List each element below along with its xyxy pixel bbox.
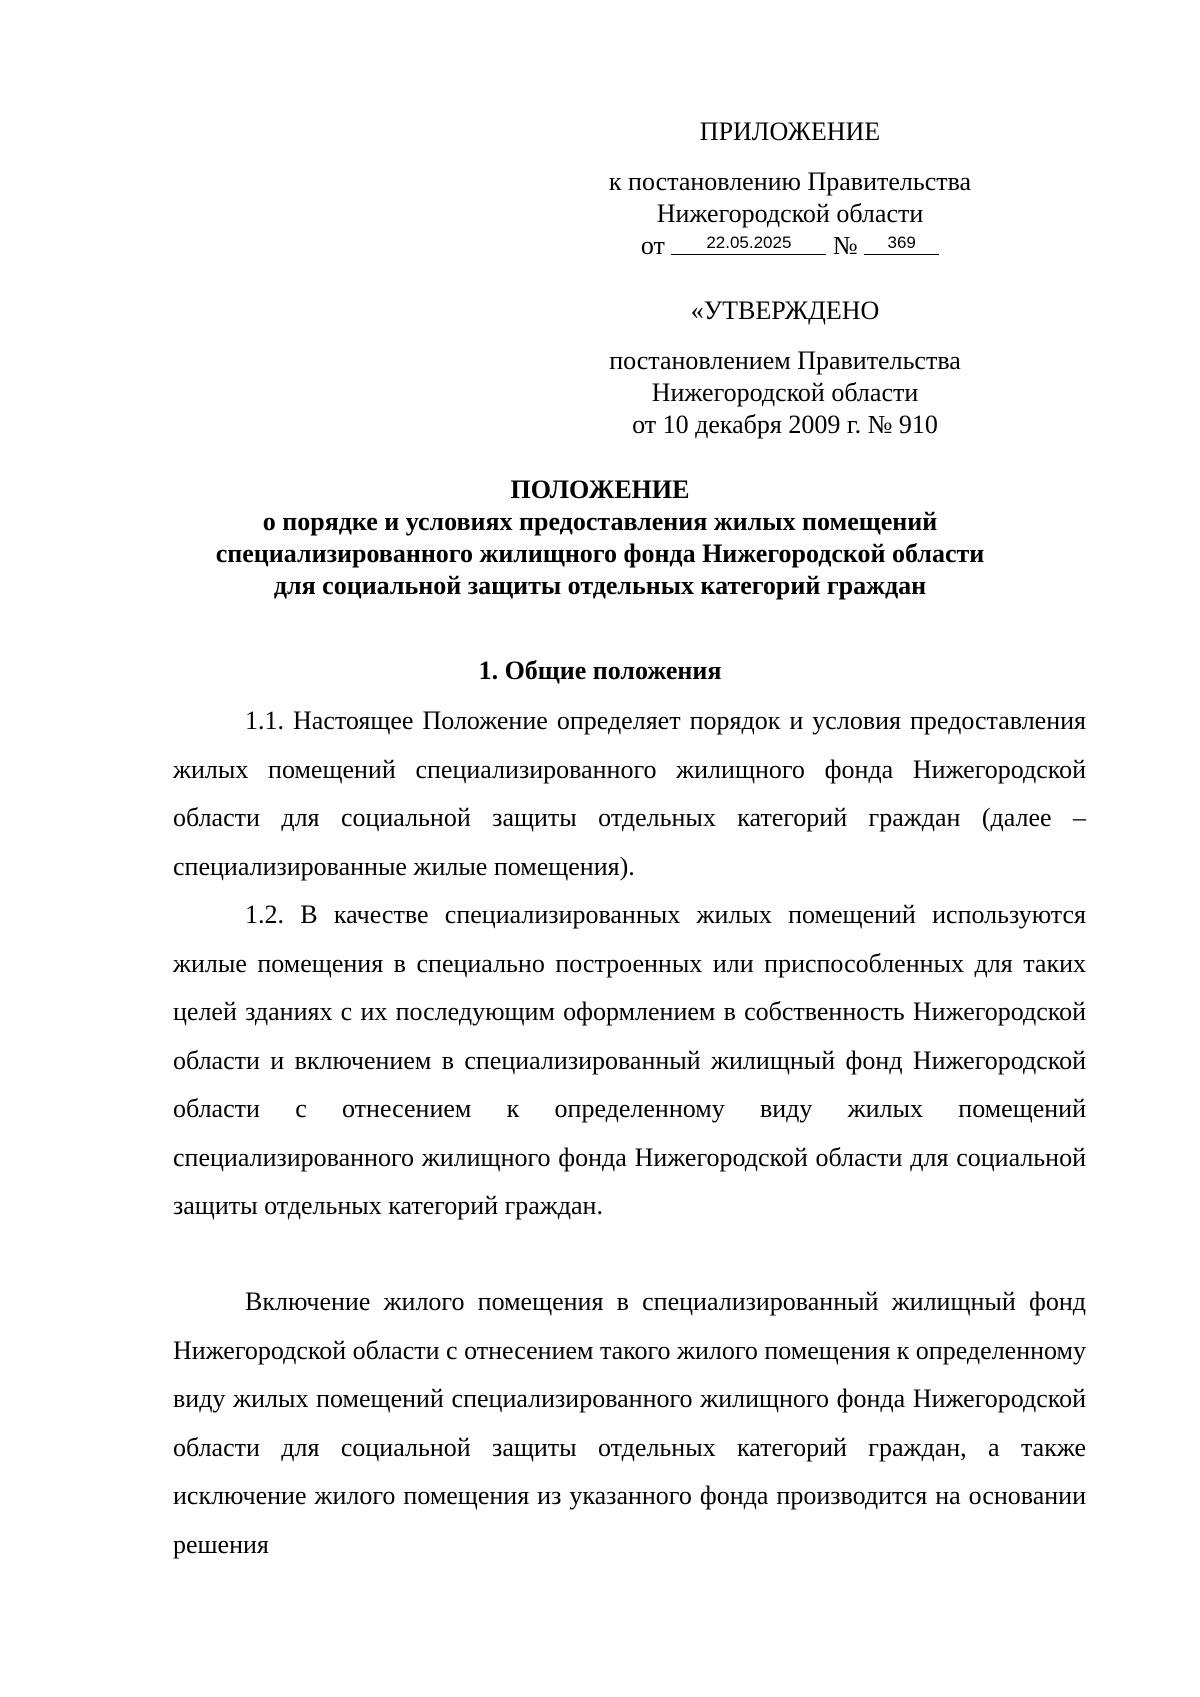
- appendix-line-1: к постановлению Правительства: [608, 167, 972, 196]
- paragraph-1-2: [173, 891, 1086, 1231]
- document-heading: [130, 474, 1070, 602]
- appendix-title: [590, 116, 990, 148]
- appendix-title-text: ПРИЛОЖЕНИЕ: [699, 117, 881, 146]
- appendix-line-2: Нижегородской области: [656, 199, 924, 228]
- paragraph-1-1: [173, 697, 1086, 891]
- decree-number-field: 369: [864, 232, 939, 255]
- date-prefix: от: [640, 231, 665, 260]
- paragraph-text: Включение жилого помещения в специализированный жилищный фонд Нижегородской области с отнесением такого жилого помещения к определенному виду жилых помещений специализированного жилищного фонда Нижегородской области для социальной защиты отдельных категорий граждан, а также исключение жилого помещения из указанного фонда производится на основании решения: [173, 1287, 1086, 1559]
- approved-reference: [585, 345, 985, 441]
- document-subtitle-line-1: о порядке и условиях предоставления жилых помещений: [262, 507, 938, 536]
- decree-date-field: 22.05.2025: [671, 232, 826, 255]
- document-subtitle-line-3: для социальной защиты отдельных категорий граждан: [273, 571, 927, 600]
- appendix-reference: [590, 166, 990, 262]
- paragraph-text: 1.1. Настоящее Положение определяет порядок и условия предоставления жилых помещений специализированного жилищного фонда Нижегородской области для социальной защиты отдельных категорий граждан (далее – специализированные жилые помещения).: [173, 706, 1086, 881]
- approved-line-3: от 10 декабря 2009 г. № 910: [632, 410, 938, 439]
- section-title: [130, 655, 1070, 687]
- approved-line-1: постановлением Правительства: [609, 346, 961, 375]
- approved-title-text: «УТВЕРЖДЕНО: [690, 296, 880, 325]
- document-subtitle-line-2: специализированного жилищного фонда Нижегородской области: [215, 539, 985, 568]
- approved-title: [585, 295, 985, 327]
- document-title: ПОЛОЖЕНИЕ: [510, 475, 690, 504]
- paragraph-text: 1.2. В качестве специализированных жилых помещений используются жилые помещения в специально построенных или приспособленных для таких целей зданиях с их последующим оформлением в собственность Нижегородской области и включением в специализированный жилищный фонд Нижегородской области с отнесением к определенному виду жилых помещений специализированного жилищного фонда Нижегородской области для социальной защиты отдельных категорий граждан.: [173, 900, 1086, 1220]
- paragraph-inclusion: [173, 1278, 1086, 1569]
- approved-line-2: Нижегородской области: [651, 378, 919, 407]
- appendix-date-line: [590, 230, 990, 262]
- number-sign: №: [832, 231, 858, 260]
- section-title-text: 1. Общие положения: [478, 656, 722, 685]
